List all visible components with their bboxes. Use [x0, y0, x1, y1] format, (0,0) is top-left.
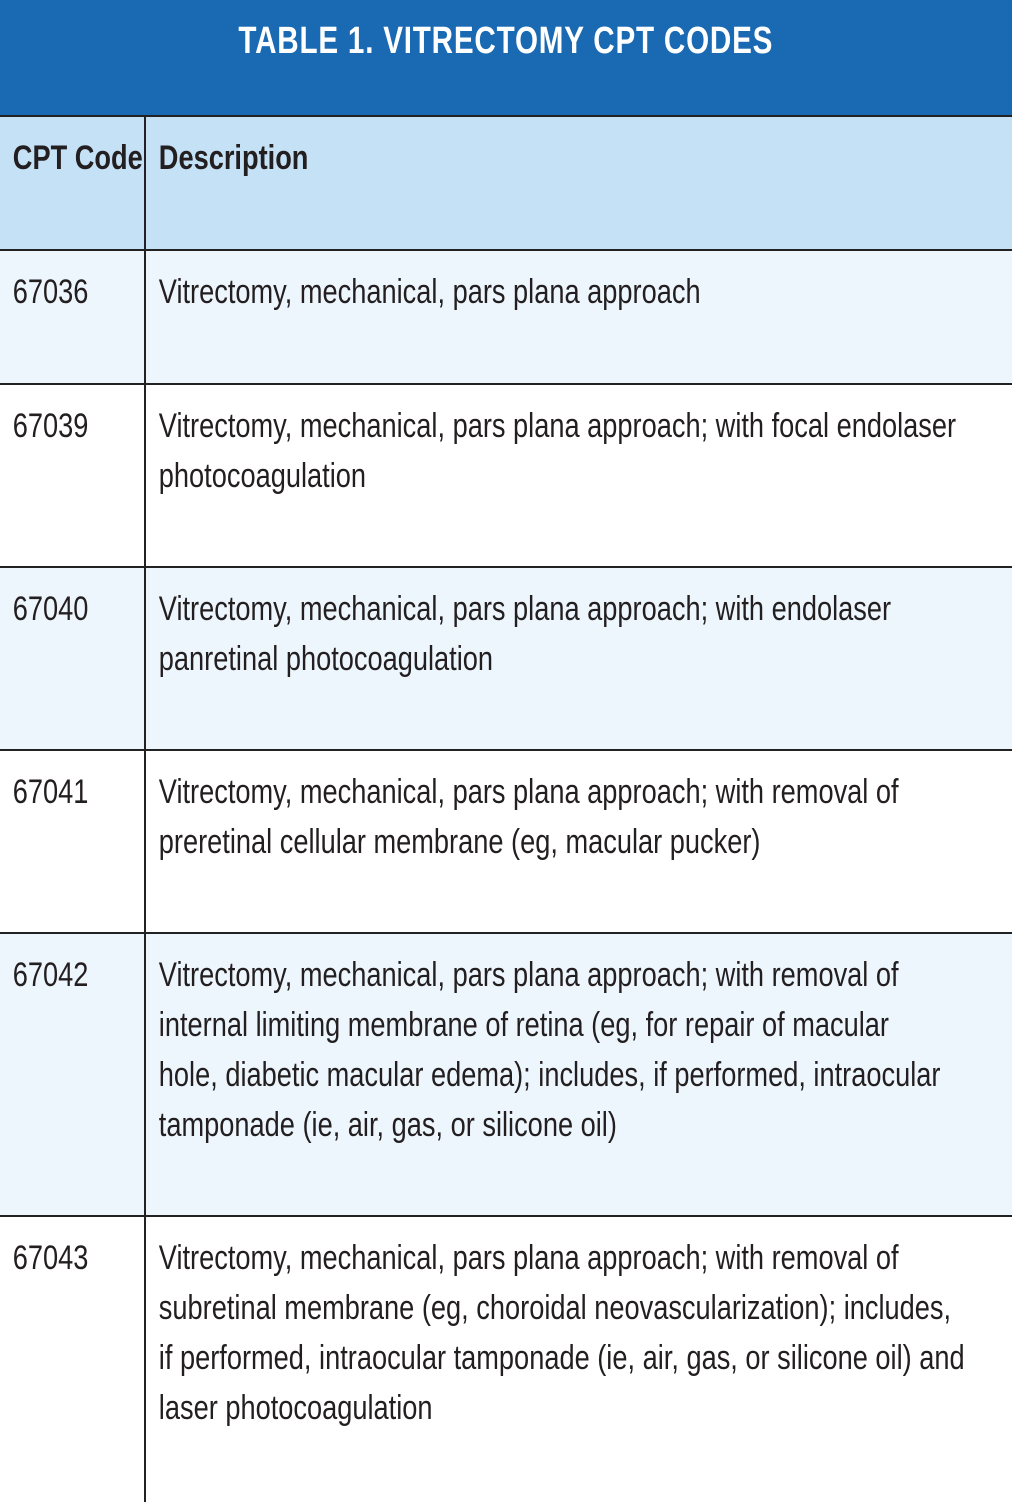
description-line: Vitrectomy, mechanical, pars plana approach; with focal endolaser	[158, 407, 957, 445]
description-line: Vitrectomy, mechanical, pars plana approach	[158, 273, 701, 311]
cpt-code-cell: 67043	[0, 1216, 145, 1502]
cpt-codes-table	[0, 117, 1012, 1502]
description-line: laser photocoagulation	[158, 1389, 433, 1427]
cpt-code-cell: 67039	[0, 384, 145, 567]
cpt-code-cell: 67040	[0, 567, 145, 750]
table-row	[0, 933, 1012, 1216]
description-cell	[145, 250, 1012, 384]
description-cell	[145, 933, 1012, 1216]
description-cell	[145, 750, 1012, 933]
description-line: if performed, intraocular tamponade (ie, air, gas, or silicone oil) and	[158, 1339, 965, 1377]
header-description: Description	[145, 117, 1012, 250]
description-cell	[145, 384, 1012, 567]
description-line: hole, diabetic macular edema); includes, if performed, intraocular	[158, 1056, 941, 1094]
description-line: Vitrectomy, mechanical, pars plana approach; with removal of	[158, 956, 899, 994]
cpt-code-cell: 67042	[0, 933, 145, 1216]
cpt-code-cell: 67041	[0, 750, 145, 933]
description-line: photocoagulation	[158, 457, 367, 495]
description-cell	[145, 1216, 1012, 1502]
description-line: Vitrectomy, mechanical, pars plana approach; with removal of	[158, 1239, 899, 1277]
description-line: Vitrectomy, mechanical, pars plana approach; with endolaser	[158, 590, 892, 628]
header-cpt-code: CPT Code	[0, 117, 145, 250]
table-title-bar	[0, 0, 1012, 117]
table-row	[0, 250, 1012, 384]
description-line: subretinal membrane (eg, choroidal neovascularization); includes,	[158, 1289, 952, 1327]
table-row	[0, 750, 1012, 933]
description-line: panretinal photocoagulation	[158, 640, 494, 678]
description-line: Vitrectomy, mechanical, pars plana approach; with removal of	[158, 773, 899, 811]
table-title: TABLE 1. VITRECTOMY CPT CODES	[238, 20, 774, 62]
table-row	[0, 384, 1012, 567]
table-row	[0, 567, 1012, 750]
cpt-code-cell: 67036	[0, 250, 145, 384]
description-cell	[145, 567, 1012, 750]
table-row	[0, 1216, 1012, 1502]
table-header-row	[0, 117, 1012, 250]
description-line: preretinal cellular membrane (eg, macular pucker)	[158, 823, 761, 861]
description-line: internal limiting membrane of retina (eg, for repair of macular	[158, 1006, 889, 1044]
description-line: tamponade (ie, air, gas, or silicone oil)	[158, 1106, 617, 1144]
